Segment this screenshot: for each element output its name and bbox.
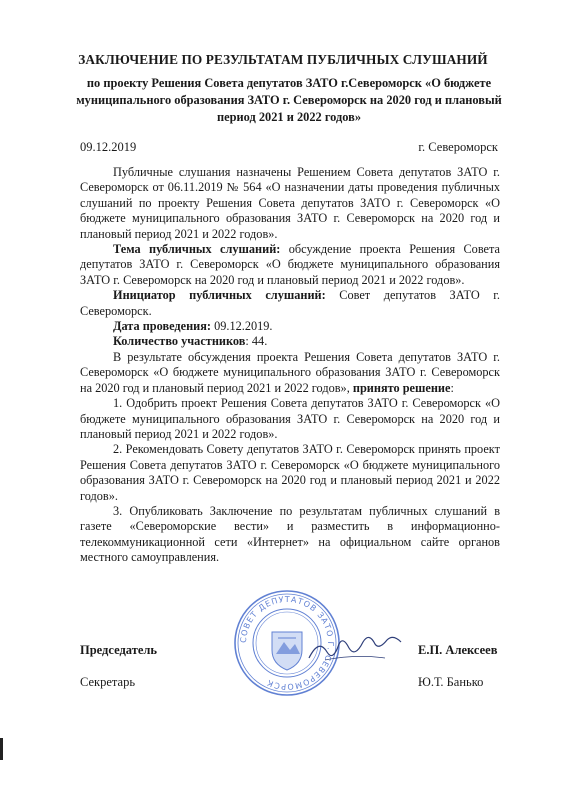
result-paragraph — [80, 350, 500, 396]
result-decision: принято решение — [349, 380, 451, 395]
hearing-date-paragraph — [80, 319, 500, 334]
scan-edge-mark — [0, 738, 3, 760]
document-body — [80, 165, 500, 566]
topic-text: обсуждение проекта Решения Совета депутатов ЗАТО г. Североморск «О бюджете муниципального образования ЗАТО г. Североморск на 2020 год и плановый период 2021 и 2022 годов». — [80, 242, 500, 287]
result-text: В результате обсуждения проекта Решения Совета депутатов ЗАТО г. Североморск «О бюджете муниципального образования ЗАТО г. Североморск на 2020 год и плановый период 2021 и 2022 годов», — [80, 349, 500, 395]
decision-item-2: 2. Рекомендовать Совету депутатов ЗАТО г. Североморск принять проект Решения Совета депутатов ЗАТО г. Североморск «О бюджете муниципального образования ЗАТО г. Североморск на 2020 год и плановый период 2021 и 2022 годов». — [80, 442, 500, 503]
secretary-name: Ю.Т. Банько — [418, 675, 484, 689]
decision-item-3: 3. Опубликовать Заключение по результатам публичных слушаний в газете «Североморские вести» и разместить в информационно-телекоммуникационной сети «Интернет» на официальном сайте органов местного самоуправления. — [80, 503, 500, 565]
result-colon: : — [450, 380, 454, 395]
initiator-paragraph — [80, 288, 500, 319]
chairman-label: Председатель — [80, 643, 158, 657]
stamp-text: СОВЕТ ДЕПУТАТОВ ЗАТО Г. СЕВЕРОМОРСК — [238, 594, 336, 692]
hearing-date-label: Дата проведения: — [113, 319, 212, 334]
signature-scribble — [305, 630, 405, 670]
participants-label: Количество участников — [113, 334, 246, 349]
chairman-name: Е.П. Алексеев — [418, 643, 498, 657]
intro-paragraph: Публичные слушания назначены Решением Совета депутатов ЗАТО г. Североморск от 06.11.2019 № 564 «О назначении даты проведения публичных слушаний по проекту Решения Совета депутатов ЗАТО г. Североморск «О бюджете муниципального образования ЗАТО г. Североморск на 2020 год и плановый период 2021 и 2022 годов». — [80, 165, 500, 241]
document-date: 09.12.2019 — [80, 140, 137, 154]
hearing-date-text: 09.12.2019. — [211, 319, 273, 334]
initiator-text: Совет депутатов ЗАТО г. Североморск. — [80, 288, 500, 318]
decision-item-1: 1. Одобрить проект Решения Совета депутатов ЗАТО г. Североморск «О бюджете муниципального образования ЗАТО г. Североморск на 2020 год и плановый период 2021 и 2022 годов». — [80, 396, 500, 441]
document-title: ЗАКЛЮЧЕНИЕ ПО РЕЗУЛЬТАТАМ ПУБЛИЧНЫХ СЛУШАНИЙ — [78, 52, 488, 67]
initiator-label: Инициатор публичных слушаний: — [113, 288, 326, 303]
document-city: г. Североморск — [418, 140, 498, 154]
secretary-label: Секретарь — [80, 675, 136, 689]
participants-paragraph — [80, 334, 500, 349]
document-subtitle: по проекту Решения Совета депутатов ЗАТО г.Североморск «О бюджете муниципального образования ЗАТО г. Североморск на 2020 год и плановый период 2021 и 2022 годов» — [76, 76, 502, 124]
topic-label: Тема публичных слушаний: — [113, 242, 281, 257]
participants-text: : 44. — [245, 334, 268, 349]
topic-paragraph — [80, 242, 500, 288]
